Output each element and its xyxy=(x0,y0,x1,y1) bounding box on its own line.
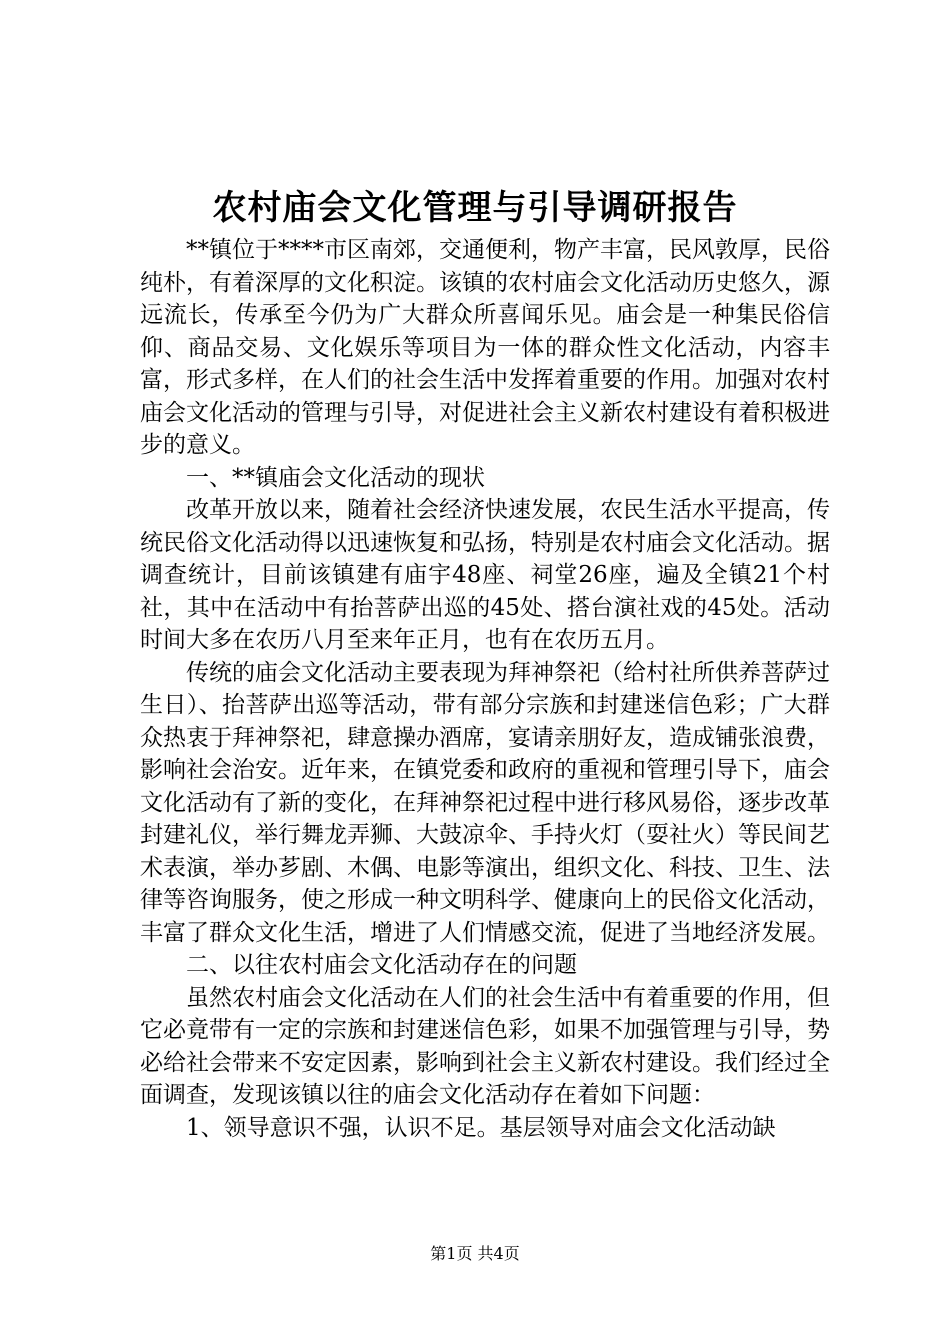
page-number: 第1页 共4页 xyxy=(430,1244,520,1263)
paragraph-current-status: 改革开放以来，随着社会经济快速发展，农民生活水平提高，传统民俗文化活动得以迅速恢复和弘扬，特别是农村庙会文化活动。据调查统计，目前该镇建有庙宇48座、祠堂26座，遍及全镇21个村社，其中在活动中有抬菩萨出巡的45处、搭台演社戏的45处。活动时间大多在农历八月至来年正月，也有在农历五月。 xyxy=(140,497,830,653)
paragraph-traditional-activities: 传统的庙会文化活动主要表现为拜神祭祀（给村社所供养菩萨过生日）、抬菩萨出巡等活动，带有部分宗族和封建迷信色彩；广大群众热衷于拜神祭祀，肆意操办酒席，宴请亲朋好友，造成铺张浪费，影响社会治安。近年来，在镇党委和政府的重视和管理引导下，庙会文化活动有了新的变化，在拜神祭祀过程中进行移风易俗，逐步改革封建礼仪，举行舞龙弄狮、大鼓凉伞、手持火灯（耍社火）等民间艺术表演，举办芗剧、木偶、电影等演出，组织文化、科技、卫生、法律等咨询服务，使之形成一种文明科学、健康向上的民俗文化活动，丰富了群众文化生活，增进了人们情感交流，促进了当地经济发展。 xyxy=(140,659,830,946)
paragraph-problems: 虽然农村庙会文化活动在人们的社会生活中有着重要的作用，但它必竟带有一定的宗族和封建迷信色彩，如果不加强管理与引导，势必给社会带来不安定因素，影响到社会主义新农村建设。我们经过全面调查，发现该镇以往的庙会文化活动存在着如下问题： xyxy=(140,984,830,1108)
document-title: 农村庙会文化管理与引导调研报告 xyxy=(212,188,738,228)
paragraph-intro: **镇位于****市区南郊，交通便利，物产丰富，民风敦厚，民俗纯朴，有着深厚的文化积淀。该镇的农村庙会文化活动历史悠久，源远流长，传承至今仍为广大群众所喜闻乐见。庙会是一种集民俗信仰、商品交易、文化娱乐等项目为一体的群众性文化活动，内容丰富，形式多样，在人们的社会生活中发挥着重要的作用。加强对农村庙会文化活动的管理与引导，对促进社会主义新农村建设有着积极进步的意义。 xyxy=(140,237,830,458)
section-heading-1: 一、**镇庙会文化活动的现状 xyxy=(186,464,485,491)
section-heading-2: 二、以往农村庙会文化活动存在的问题 xyxy=(186,952,577,978)
paragraph-problem-1: 1、领导意识不强，认识不足。基层领导对庙会文化活动缺 xyxy=(186,1114,776,1141)
document-body xyxy=(140,234,830,1144)
